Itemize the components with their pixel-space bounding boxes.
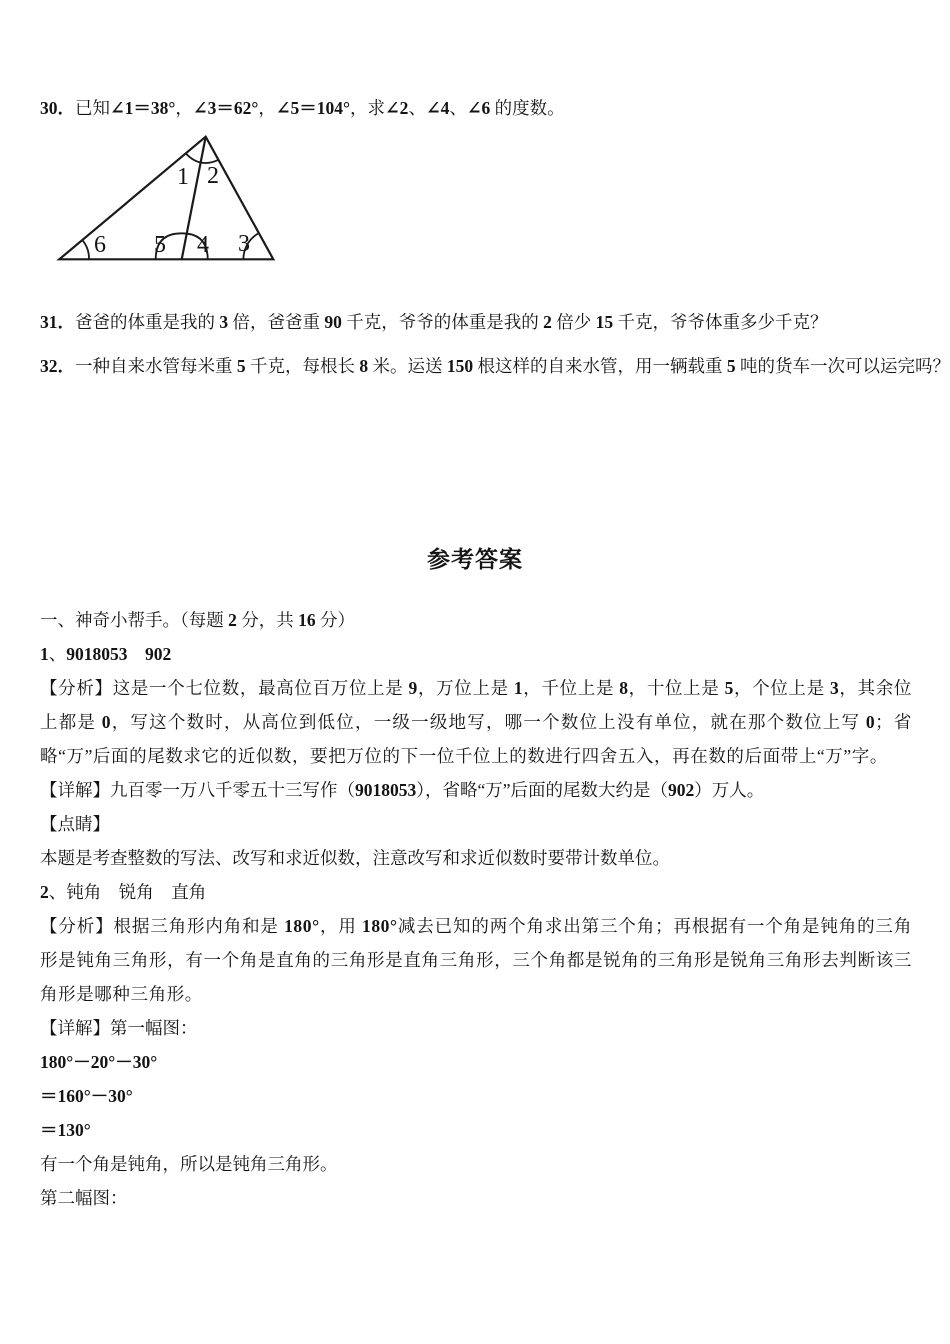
- question-32: 32．一种自来水管每米重 5 千克，每根长 8 米。运送 150 根这样的自来水管，用一辆载重 5 吨的货车一次可以运完吗？: [40, 356, 950, 376]
- triangle-angle-figure: [40, 125, 290, 270]
- formula-line-2: ＝160°－30°: [40, 1086, 133, 1106]
- formula-line-3: ＝130°: [40, 1120, 91, 1140]
- analysis-paragraph-1: 【分析】这是一个七位数，最高位百万位上是 9，万位上是 1，千位上是 8，十位上是 5，个位上是 3，其余位上都是 0，写这个数时，从高位到低位，一级一级地写，哪一个数位上没有单位，就在那个数位上写 0；省略“万”后面的尾数求它的近似数，要把万位的下一位千位上的数进行四舍五入，再在数的后面带上“万”字。: [40, 678, 913, 766]
- angle-label-5: 5: [154, 232, 166, 258]
- answer-key-heading: 参考答案: [427, 547, 523, 572]
- formula-line-1: 180°－20°－30°: [40, 1052, 158, 1072]
- analysis-paragraph-2: 【分析】根据三角形内角和是 180°，用 180°减去已知的两个角求出第三个角；再根据有一个角是钝角的三角形是钝角三角形，有一个角是直角的三角形是直角三角形，三个角都是锐角的三角形是锐角三角形去判断该三角形是哪种三角形。: [40, 916, 912, 1004]
- question-31: 31．爸爸的体重是我的 3 倍，爸爸重 90 千克，爷爷的体重是我的 2 倍少 15 千克，爷爷体重多少千克？: [40, 312, 828, 332]
- tip-text: 本题是考查整数的写法、改写和求近似数，注意改写和求近似数时要带计数单位。: [40, 848, 670, 868]
- angle-label-2: 2: [207, 163, 219, 189]
- angle-label-3: 3: [238, 231, 250, 257]
- angle-label-4: 4: [197, 232, 209, 258]
- question-30: 30．已知∠1＝38°，∠3＝62°，∠5＝104°，求∠2、∠4、∠6 的度数。: [40, 98, 565, 118]
- answer-section-title: 一、神奇小帮手。（每题 2 分，共 16 分）: [40, 610, 355, 630]
- tip-label: 【点睛】: [40, 814, 110, 834]
- detail-line-1: 【详解】九百零一万八千零五十三写作（9018053），省略“万”后面的尾数大约是（902）万人。: [40, 780, 765, 800]
- angle-label-6: 6: [94, 232, 106, 258]
- answer-item-2: 2、钝角 锐角 直角: [40, 882, 207, 902]
- conclusion-line: 有一个角是钝角，所以是钝角三角形。: [40, 1154, 338, 1174]
- angle-label-1: 1: [177, 164, 189, 190]
- answer-key-body: [40, 603, 912, 1215]
- second-figure-label: 第二幅图：: [40, 1188, 128, 1208]
- answer-item-1: 1、9018053 902: [40, 644, 172, 664]
- angle-arc-left: [82, 240, 89, 259]
- detail-line-2: 【详解】第一幅图：: [40, 1018, 198, 1038]
